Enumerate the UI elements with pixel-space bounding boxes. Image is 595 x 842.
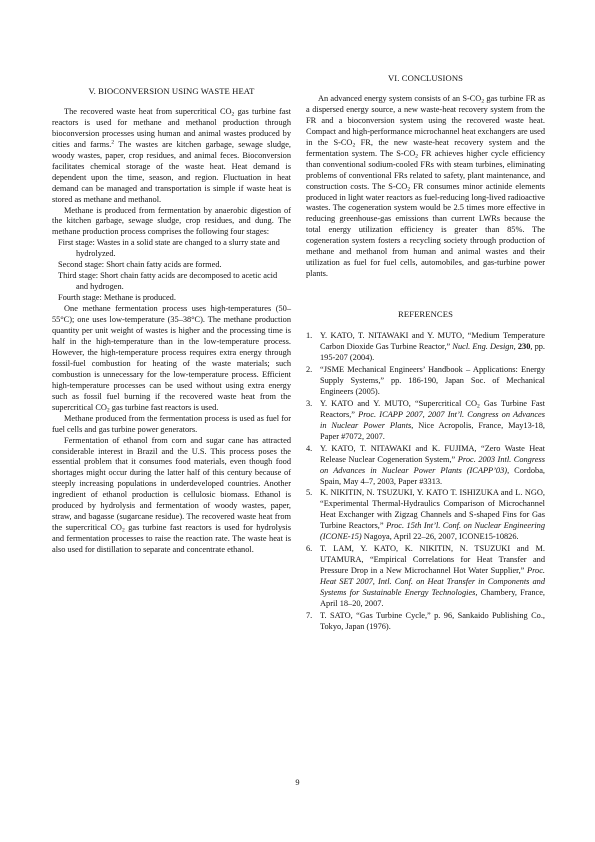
reference-number: 6. bbox=[306, 544, 313, 554]
reference-number: 2. bbox=[306, 364, 313, 374]
subscript: 2 bbox=[231, 111, 235, 118]
text-run: An advanced energy system consists of an S-CO bbox=[318, 93, 482, 103]
paragraph-methane-use: Methane produced from the fermentation process is used as fuel for fuel cells and gas turbine power generators. bbox=[52, 413, 291, 434]
paragraph-methane-production: Methane is produced from fermentation by anaerobic digestion of the kitchen garbage, sewage sludge, crop residues, and dung. The methane production process comprises the following four stages: bbox=[52, 205, 291, 237]
text-run: , Cordoba, Spain, May 4–7, 2003, Paper #3313. bbox=[320, 465, 545, 486]
text-run: gas turbine fast reactors is used for methane and methanol production through bioconversion processes using human and animal wastes produced by cities and farms. bbox=[52, 106, 291, 149]
proceedings-title: Proc. 15th Int’l. Conf. on Nuclear Engineering (ICONE-15) bbox=[320, 521, 545, 542]
text-run: Fermentation of ethanol from corn and sugar cane has attracted considerable interest in Brazil and the U.S. This process poses the essential problem that it consumes food materials, even though food shortages might occur during the latter half of this century because of steeply increasing populations in underdeveloped countries. Another ingredient of ethanol production is cellulosic biomass. Ethanol is produced by hydrolysis and fermentation of woody wastes, paper, straw, and bagasse (sugarcane residue). The recovered waste heat from the supercritical CO bbox=[52, 435, 291, 533]
paragraph-conclusions bbox=[306, 94, 545, 280]
text-run: FR achieves higher cycle efficiency than conventional sodium-cooled FRs with steam turbines, eliminating problems of conventional FRs related to safety, plant maintenance, and construction costs. The S-CO bbox=[306, 148, 545, 191]
text-run: Y. KATO, T. NITAWAKI and K. FUJIMA, “Zero Waste Heat Release Nuclear Cogeneration System,” bbox=[320, 443, 545, 464]
subscript: 2 bbox=[477, 403, 480, 410]
subscript: 2 bbox=[121, 527, 125, 534]
paragraph-waste-heat-recovery bbox=[52, 107, 291, 206]
text-run: gas turbine fast reactors is used. bbox=[109, 402, 219, 412]
text-run: Gas Turbine Fast Reactors,” bbox=[320, 398, 545, 419]
subscript: 2 bbox=[106, 407, 110, 414]
text-run: The recovered waste heat from supercritical CO bbox=[64, 106, 232, 116]
reference-item bbox=[306, 488, 545, 543]
reference-item bbox=[306, 331, 545, 364]
subscript: 2 bbox=[415, 153, 419, 160]
stage-item: Fourth stage: Methane is produced. bbox=[58, 293, 176, 303]
reference-number: 4. bbox=[306, 443, 313, 453]
text-run: gas turbine fast reactors is used for hydrolysis and fermentation processes to raise the reaction rate. The waste heat is also used for distillation to separate and concentrate ethanol. bbox=[52, 523, 291, 555]
text-run: , bbox=[513, 342, 518, 352]
stage-item: Second stage: Short chain fatty acids are formed. bbox=[58, 260, 222, 270]
text-run: T. SATO, “Gas Turbine Cycle,” p. 96, Sankaido Publishing Co., Tokyo, Japan (1976). bbox=[320, 610, 545, 631]
text-run: , pp. 195-207 (2004). bbox=[320, 342, 546, 363]
stage-item: Third stage: Short chain fatty acids are decomposed to acetic acid and hydrogen. bbox=[58, 271, 278, 292]
subscript: 2 bbox=[352, 142, 356, 149]
reference-number: 5. bbox=[306, 488, 313, 498]
proceedings-title: Proc. Heat SET 2007, Intl. Conf. on Heat Transfer in Components and Systems for Sustainable Energy Technologies bbox=[320, 566, 545, 598]
text-run: The wastes are kitchen garbage, sewage sludge, woody wastes, paper, crop residues, and animal feces. Bioconversion facilitates chemical storage of the waste heat. Heat demand is dependent upon the time, season, and region. Fluctuation in heat demand can be managed and transportation is simple if waste heat is stored as methane and methanol. bbox=[52, 139, 292, 204]
reference-item bbox=[306, 611, 545, 633]
reference-number: 3. bbox=[306, 398, 313, 408]
reference-number: 7. bbox=[306, 610, 313, 620]
subscript: 2 bbox=[481, 98, 485, 105]
reference-item bbox=[306, 544, 545, 610]
text-run: FR consumes minor actinide elements produced in light water reactors as fuel-reducing long-lived radioactive wastes. The cogeneration system would be 2.5 times more effective in reducing greenhouse-gas emissions than current LWRs because the total energy utilization efficiency is greater than 85%. The cogeneration system fosters a recycling society through production of methane and methanol from human and animal wastes and their utilization as fuel for fuel cells, automobiles, and gas-turbine power plants. bbox=[306, 181, 546, 279]
text-run: Nagoya, April 22–26, 2007, ICONE15-10826. bbox=[361, 532, 519, 542]
reference-item bbox=[306, 399, 545, 443]
right-column bbox=[306, 0, 545, 634]
text-run: K. NIKITIN, N. TSUZUKI, Y. KATO T. ISHIZUKA and L. NGO, “Experimental Thermal-Hydraulics Comparison of Microchannel Heat Exchanger with Zigzag Channels and S-shaped Fins for Gas Turbine Reactors,” bbox=[320, 488, 545, 531]
reference-item bbox=[306, 444, 545, 488]
section-heading-conclusions: VI. CONCLUSIONS bbox=[387, 73, 464, 83]
proceedings-title: Proc. ICAPP 2007, 2007 Int’l. Congress on Advances in Nuclear Power Plants bbox=[320, 409, 545, 430]
text-run: gas turbine FR as a dispersed energy source, a new waste-heat recovery system from the FR and a bioconversion system using the recovered waste heat. Compact and high-performance microchannel heat exchangers are used in the S-CO bbox=[306, 93, 545, 147]
citation-superscript: 2 bbox=[111, 139, 115, 146]
journal-title: Nucl. Eng. Design bbox=[452, 342, 514, 352]
reference-item bbox=[306, 365, 545, 398]
text-run: Y. KATO and Y. MUTO, “Supercritical CO bbox=[320, 398, 477, 408]
paragraph-ethanol-fermentation bbox=[52, 436, 291, 556]
left-column bbox=[52, 0, 291, 556]
text-run: Y. KATO, T. NITAWAKI and Y. MUTO, “Medium Temperature Carbon Dioxide Gas Turbine Reactor,” bbox=[320, 331, 545, 352]
paragraph-fermentation-temperature bbox=[52, 304, 291, 414]
proceedings-title: Proc. 2003 Intl. Congress on Advances in Nuclear Power Plants (ICAPP’03) bbox=[320, 454, 545, 475]
text-run: One methane fermentation process uses high-temperatures (50–55°C); one uses low-temperature (35–38°C). The methane production quantity per unit weight of wastes is higher and the processing time is half in the high-temperature than in the low-temperature process. However, the high-temperature process requires extra energy through fossil-fuel combustion for heating of the waste materials; such combustion is unnecessary for the low-temperature process. Efficient high-temperature processes can be used without using extra energy such as fossil fuel burning if the recovered waste heat from the supercritical CO bbox=[52, 304, 291, 412]
text-run: FR, the new waste-heat recovery system and the fermentation system. The S-CO bbox=[306, 137, 545, 158]
section-heading-bioconversion: V. BIOCONVERSION USING WASTE HEAT bbox=[88, 86, 255, 96]
text-run: “JSME Mechanical Engineers’ Handbook – Applications: Energy Supply Systems,” pp. 186-190, Japan Soc. of Mechanical Engineers (2005). bbox=[320, 364, 545, 396]
text-run: , Chambery, France, April 18–20, 2007. bbox=[320, 588, 545, 608]
text-run: , Nice Acropolis, France, May13-18, Paper #7072, 2007. bbox=[320, 420, 545, 441]
subscript: 2 bbox=[407, 186, 411, 193]
stage-list bbox=[52, 238, 291, 304]
text-run: T. LAM, Y. KATO, K. NIKITIN, N. TSUZUKI and M. UTAMURA, “Empirical Correlations for Heat Transfer and Pressure Drop in a New Microchannel Hot Water Supplier,” bbox=[320, 544, 545, 576]
reference-list bbox=[306, 331, 545, 633]
page-number: 9 bbox=[295, 778, 300, 787]
volume-number: 230 bbox=[517, 342, 531, 352]
reference-number: 1. bbox=[306, 331, 313, 341]
stage-item: First stage: Wastes in a solid state are changed to a slurry state and hydrolyzed. bbox=[58, 238, 280, 259]
section-heading-references: REFERENCES bbox=[398, 309, 453, 320]
